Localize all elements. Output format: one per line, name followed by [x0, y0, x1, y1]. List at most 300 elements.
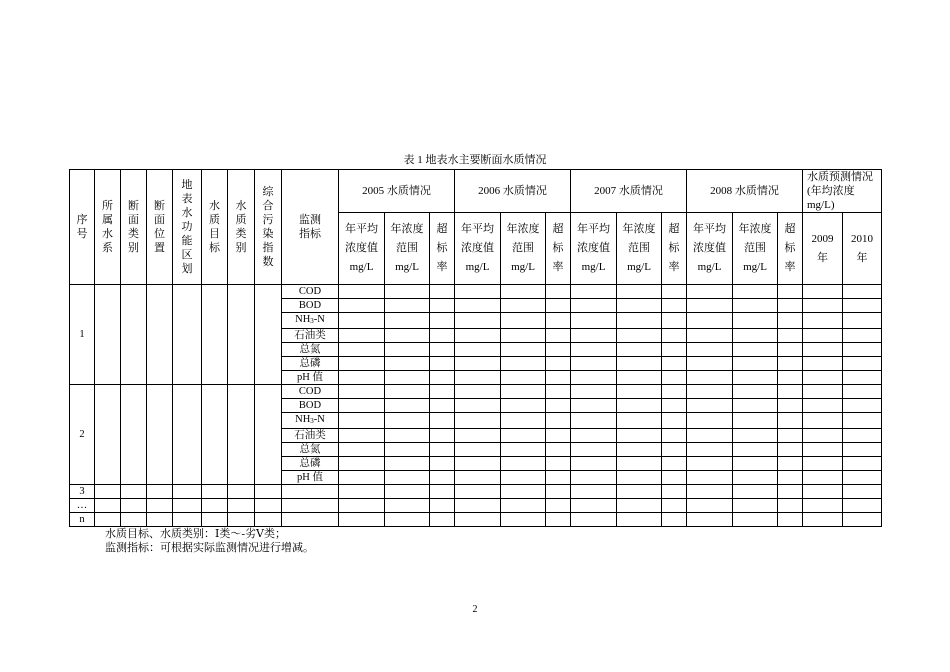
table-cell	[733, 371, 778, 385]
table-cell	[385, 285, 430, 299]
header-forecast: 水质预测情况(年均浓度 mg/L)	[803, 170, 882, 213]
table-notes	[105, 527, 314, 555]
table-cell	[733, 399, 778, 413]
table-cell	[662, 285, 687, 299]
table-cell	[430, 343, 455, 357]
header-quality-target: 水质目标	[202, 170, 228, 285]
table-cell	[546, 313, 571, 329]
table-cell	[501, 299, 546, 313]
table-row	[70, 513, 882, 527]
table-cell	[843, 471, 882, 485]
table-cell	[571, 357, 617, 371]
table-cell	[778, 429, 803, 443]
table-cell	[843, 457, 882, 471]
indicator-cell	[282, 413, 339, 429]
table-cell	[546, 357, 571, 371]
table-cell	[455, 329, 501, 343]
subheader-exceed-rate: 超标率	[778, 213, 803, 285]
table-cell	[733, 357, 778, 371]
row-seq: n	[70, 513, 95, 527]
table-cell	[617, 343, 662, 357]
row-seq: 2	[70, 385, 95, 485]
table-cell	[455, 413, 501, 429]
table-cell	[385, 513, 430, 527]
indicator-subscript: 3	[310, 417, 314, 425]
subheader-annual-range: 年浓度范围mg/L	[501, 213, 546, 285]
table-cell	[430, 485, 455, 499]
table-cell	[687, 413, 733, 429]
table-cell	[803, 371, 843, 385]
table-cell	[501, 457, 546, 471]
table-cell	[385, 443, 430, 457]
indicator-suffix: -N	[313, 314, 325, 325]
table-cell	[843, 357, 882, 371]
table-cell	[95, 285, 121, 385]
table-cell	[339, 313, 385, 329]
table-cell	[147, 385, 173, 485]
table-cell	[733, 443, 778, 457]
table-cell	[282, 499, 339, 513]
table-cell	[687, 457, 733, 471]
header-quality-class: 水质类别	[228, 170, 255, 285]
table-cell	[501, 329, 546, 343]
table-cell	[385, 485, 430, 499]
table-cell	[121, 385, 147, 485]
table-cell	[571, 299, 617, 313]
table-row	[70, 499, 882, 513]
table-cell	[617, 399, 662, 413]
table-cell	[228, 485, 255, 499]
table-cell	[455, 299, 501, 313]
table-cell	[662, 299, 687, 313]
table-cell	[95, 485, 121, 499]
table-cell	[617, 329, 662, 343]
table-cell	[571, 443, 617, 457]
subheader-annual-range: 年浓度范围mg/L	[617, 213, 662, 285]
table-cell	[546, 457, 571, 471]
indicator-suffix: -N	[313, 414, 325, 425]
table-cell	[571, 313, 617, 329]
table-cell	[778, 499, 803, 513]
indicator-label: NH	[295, 314, 311, 325]
table-cell	[121, 285, 147, 385]
table-cell	[339, 485, 385, 499]
table-cell	[455, 429, 501, 443]
table-cell	[546, 485, 571, 499]
header-water-system: 所属水系	[95, 170, 121, 285]
table-cell	[571, 513, 617, 527]
indicator-cell: BOD	[282, 399, 339, 413]
table-cell	[546, 513, 571, 527]
table-cell	[617, 413, 662, 429]
subheader-annual-mean: 年平均浓度值mg/L	[339, 213, 385, 285]
subheader-exceed-rate: 超标率	[662, 213, 687, 285]
table-cell	[617, 471, 662, 485]
table-cell	[803, 499, 843, 513]
table-cell	[617, 429, 662, 443]
table-cell	[339, 343, 385, 357]
table-cell	[255, 285, 282, 385]
note-line: 监测指标：可根据实际监测情况进行增减。	[105, 542, 314, 554]
water-quality-table	[69, 169, 882, 527]
table-cell	[803, 285, 843, 299]
table-cell	[843, 371, 882, 385]
table-cell	[662, 399, 687, 413]
table-cell	[571, 471, 617, 485]
indicator-cell: 石油类	[282, 329, 339, 343]
table-cell	[617, 357, 662, 371]
header-year-2008: 2008 水质情况	[687, 170, 803, 213]
table-cell	[733, 485, 778, 499]
table-cell	[546, 429, 571, 443]
table-cell	[778, 385, 803, 399]
table-cell	[455, 471, 501, 485]
table-cell	[95, 385, 121, 485]
table-cell	[501, 357, 546, 371]
table-cell	[803, 513, 843, 527]
table-cell	[803, 457, 843, 471]
table-cell	[803, 313, 843, 329]
table-cell	[687, 429, 733, 443]
table-cell	[843, 485, 882, 499]
table-cell	[571, 285, 617, 299]
table-cell	[385, 313, 430, 329]
table-cell	[778, 285, 803, 299]
subheader-annual-range: 年浓度范围mg/L	[733, 213, 778, 285]
table-cell	[778, 299, 803, 313]
table-caption: 表 1 地表水主要断面水质情况	[403, 154, 547, 166]
table-cell	[571, 413, 617, 429]
table-cell	[202, 485, 228, 499]
table-cell	[662, 499, 687, 513]
table-cell	[385, 371, 430, 385]
indicator-cell: 总磷	[282, 457, 339, 471]
note-line: 水质目标、水质类别：Ⅰ类～-劣Ⅴ类；	[105, 528, 286, 540]
table-cell	[546, 329, 571, 343]
table-cell	[843, 385, 882, 399]
table-cell	[546, 285, 571, 299]
table-cell	[803, 399, 843, 413]
table-cell	[455, 399, 501, 413]
table-row	[70, 285, 882, 299]
table-cell	[843, 443, 882, 457]
table-cell	[501, 399, 546, 413]
table-cell	[430, 313, 455, 329]
table-cell	[202, 385, 228, 485]
header-year-2007: 2007 水质情况	[571, 170, 687, 213]
indicator-cell: BOD	[282, 299, 339, 313]
table-cell	[733, 457, 778, 471]
table-cell	[778, 343, 803, 357]
table-cell	[339, 457, 385, 471]
table-cell	[662, 513, 687, 527]
table-cell	[385, 385, 430, 399]
table-cell	[733, 329, 778, 343]
header-section-type: 断面类别	[121, 170, 147, 285]
table-cell	[662, 371, 687, 385]
header-year-2005: 2005 水质情况	[339, 170, 455, 213]
table-cell	[733, 313, 778, 329]
table-cell	[121, 499, 147, 513]
table-cell	[501, 429, 546, 443]
table-cell	[501, 371, 546, 385]
table-cell	[778, 471, 803, 485]
table-cell	[687, 343, 733, 357]
table-cell	[339, 513, 385, 527]
table-cell	[662, 329, 687, 343]
table-cell	[546, 471, 571, 485]
table-cell	[687, 399, 733, 413]
subheader-forecast-year: 2009年	[803, 213, 843, 285]
table-cell	[121, 513, 147, 527]
table-cell	[662, 485, 687, 499]
table-cell	[385, 429, 430, 443]
table-cell	[147, 485, 173, 499]
header-pollution-index: 综合污染指数	[255, 170, 282, 285]
row-seq: 1	[70, 285, 95, 385]
table-cell	[617, 457, 662, 471]
table-cell	[147, 499, 173, 513]
table-cell	[571, 343, 617, 357]
table-cell	[617, 513, 662, 527]
table-cell	[501, 413, 546, 429]
page-number: 2	[472, 604, 478, 615]
table-cell	[617, 485, 662, 499]
table-cell	[571, 499, 617, 513]
table-cell	[202, 513, 228, 527]
header-monitor-index: 监测指标	[282, 170, 339, 285]
row-seq: …	[70, 499, 95, 513]
table-cell	[803, 357, 843, 371]
table-cell	[662, 343, 687, 357]
table-cell	[430, 399, 455, 413]
table-cell	[339, 299, 385, 313]
indicator-cell: 石油类	[282, 429, 339, 443]
table-cell	[339, 413, 385, 429]
table-cell	[173, 499, 202, 513]
table-cell	[385, 343, 430, 357]
table-cell	[778, 399, 803, 413]
table-cell	[687, 313, 733, 329]
table-cell	[733, 499, 778, 513]
table-cell	[733, 285, 778, 299]
table-cell	[778, 313, 803, 329]
table-cell	[687, 385, 733, 399]
table-cell	[228, 285, 255, 385]
table-cell	[778, 357, 803, 371]
table-cell	[778, 413, 803, 429]
table-cell	[501, 513, 546, 527]
table-cell	[455, 513, 501, 527]
table-cell	[282, 485, 339, 499]
table-cell	[803, 413, 843, 429]
table-cell	[843, 313, 882, 329]
table-cell	[385, 413, 430, 429]
table-cell	[687, 329, 733, 343]
table-cell	[255, 485, 282, 499]
table-cell	[430, 371, 455, 385]
table-cell	[546, 399, 571, 413]
table-cell	[778, 485, 803, 499]
table-cell	[843, 329, 882, 343]
table-cell	[733, 413, 778, 429]
table-cell	[173, 485, 202, 499]
indicator-cell: pH 值	[282, 471, 339, 485]
table-cell	[173, 285, 202, 385]
table-cell	[733, 471, 778, 485]
subheader-exceed-rate: 超标率	[430, 213, 455, 285]
table-cell	[617, 371, 662, 385]
table-cell	[455, 313, 501, 329]
table-cell	[571, 429, 617, 443]
table-cell	[733, 299, 778, 313]
table-cell	[255, 499, 282, 513]
subheader-annual-mean: 年平均浓度值mg/L	[455, 213, 501, 285]
header-seq: 序号	[70, 170, 95, 285]
table-cell	[339, 385, 385, 399]
table-cell	[803, 429, 843, 443]
table-cell	[455, 485, 501, 499]
table-cell	[430, 499, 455, 513]
table-cell	[778, 443, 803, 457]
table-cell	[778, 457, 803, 471]
table-cell	[662, 385, 687, 399]
subheader-annual-mean: 年平均浓度值mg/L	[687, 213, 733, 285]
table-cell	[803, 443, 843, 457]
table-cell	[430, 329, 455, 343]
table-cell	[255, 385, 282, 485]
table-cell	[228, 499, 255, 513]
table-cell	[430, 443, 455, 457]
table-cell	[571, 385, 617, 399]
table-cell	[430, 513, 455, 527]
table-cell	[843, 399, 882, 413]
table-cell	[501, 385, 546, 399]
table-cell	[687, 471, 733, 485]
table-cell	[571, 457, 617, 471]
table-cell	[546, 413, 571, 429]
table-cell	[430, 457, 455, 471]
table-cell	[687, 299, 733, 313]
table-cell	[385, 499, 430, 513]
table-cell	[385, 471, 430, 485]
table-cell	[803, 329, 843, 343]
table-cell	[501, 499, 546, 513]
table-cell	[662, 413, 687, 429]
table-cell	[173, 513, 202, 527]
table-cell	[571, 371, 617, 385]
table-cell	[803, 485, 843, 499]
table-cell	[385, 399, 430, 413]
table-cell	[430, 357, 455, 371]
header-section-location: 断面位置	[147, 170, 173, 285]
table-cell	[843, 513, 882, 527]
table-cell	[255, 513, 282, 527]
table-cell	[843, 285, 882, 299]
indicator-cell: 总磷	[282, 357, 339, 371]
table-cell	[662, 429, 687, 443]
subheader-forecast-year: 2010年	[843, 213, 882, 285]
table-cell	[339, 429, 385, 443]
indicator-cell: pH 值	[282, 371, 339, 385]
table-cell	[571, 329, 617, 343]
table-cell	[501, 485, 546, 499]
table-cell	[339, 357, 385, 371]
table-cell	[455, 357, 501, 371]
table-cell	[733, 513, 778, 527]
indicator-cell: 总氮	[282, 343, 339, 357]
subheader-annual-mean: 年平均浓度值mg/L	[571, 213, 617, 285]
table-cell	[778, 513, 803, 527]
row-seq: 3	[70, 485, 95, 499]
table-cell	[455, 385, 501, 399]
table-cell	[617, 443, 662, 457]
table-cell	[843, 299, 882, 313]
table-cell	[385, 299, 430, 313]
indicator-cell: COD	[282, 385, 339, 399]
table-cell	[687, 285, 733, 299]
table-cell	[501, 471, 546, 485]
indicator-label: NH	[295, 414, 311, 425]
table-cell	[617, 285, 662, 299]
subheader-exceed-rate: 超标率	[546, 213, 571, 285]
table-cell	[546, 299, 571, 313]
table-cell	[687, 485, 733, 499]
table-cell	[202, 499, 228, 513]
table-cell	[501, 443, 546, 457]
table-cell	[843, 429, 882, 443]
table-cell	[546, 499, 571, 513]
table-cell	[455, 343, 501, 357]
indicator-cell: COD	[282, 285, 339, 299]
table-cell	[687, 357, 733, 371]
indicator-subscript: 3	[310, 317, 314, 325]
table-cell	[803, 299, 843, 313]
table-cell	[687, 499, 733, 513]
table-cell	[687, 371, 733, 385]
table-cell	[385, 457, 430, 471]
table-cell	[430, 471, 455, 485]
table-cell	[617, 499, 662, 513]
table-cell	[455, 457, 501, 471]
table-cell	[617, 299, 662, 313]
table-cell	[778, 371, 803, 385]
table-cell	[455, 499, 501, 513]
table-cell	[339, 371, 385, 385]
table-cell	[430, 285, 455, 299]
table-cell	[501, 285, 546, 299]
table-cell	[843, 413, 882, 429]
table-cell	[733, 385, 778, 399]
table-cell	[733, 429, 778, 443]
table-cell	[430, 385, 455, 399]
table-cell	[339, 329, 385, 343]
table-cell	[455, 285, 501, 299]
table-cell	[843, 343, 882, 357]
table-cell	[455, 371, 501, 385]
table-cell	[571, 399, 617, 413]
table-row	[70, 385, 882, 399]
table-cell	[430, 299, 455, 313]
table-cell	[843, 499, 882, 513]
table-cell	[546, 385, 571, 399]
table-cell	[662, 443, 687, 457]
table-cell	[687, 513, 733, 527]
table-cell	[662, 357, 687, 371]
table-cell	[430, 413, 455, 429]
table-cell	[339, 285, 385, 299]
table-cell	[546, 371, 571, 385]
